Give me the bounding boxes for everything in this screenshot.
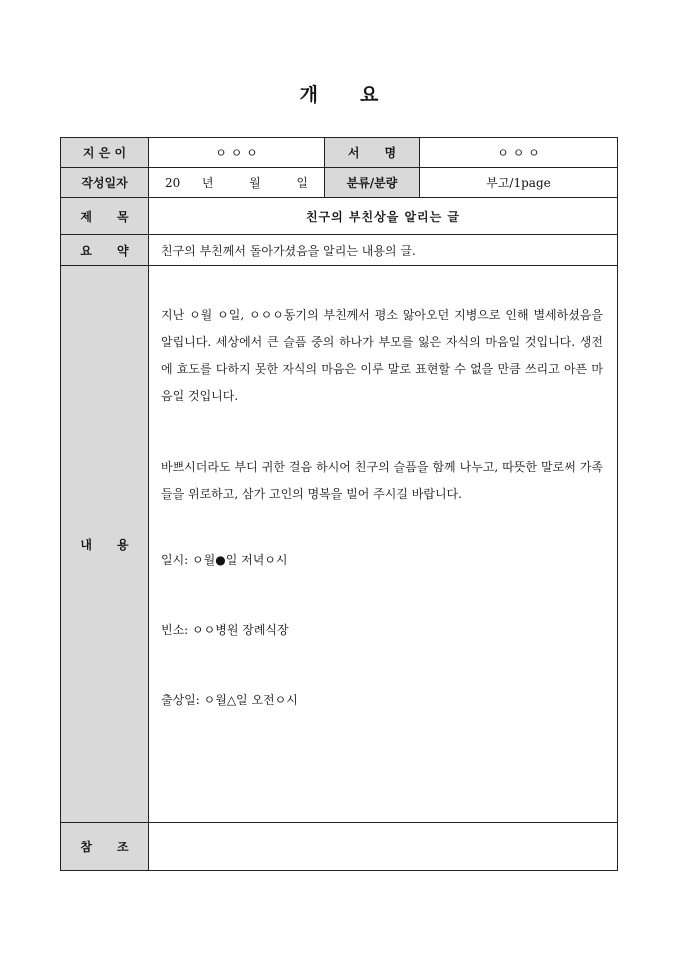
reference-label: 참 조 <box>61 823 149 871</box>
summary-label: 요 약 <box>61 235 149 266</box>
date-value <box>149 168 325 198</box>
summary-value: 친구의 부친께서 돌아가셨음을 알리는 내용의 글. <box>149 235 618 266</box>
date-row <box>61 168 618 198</box>
content-departure: 출상일: ㅇ월△일 오전ㅇ시 <box>161 693 298 707</box>
content-paragraph-1: 지난 ㅇ월 ㅇ일, ㅇㅇㅇ동기의 부친께서 평소 앓아오던 지병으로 인해 별세하셨음을 알립니다. 세상에서 큰 슬픔 중의 하나가 부모를 잃은 자식의 마음일 것입니다. 생전에 효도를 다하지 못한 자식의 마음은 이루 말로 표현할 수 없을 만큼 쓰리고 아픈 마음일 것입니다. <box>161 308 603 403</box>
content-body <box>149 266 618 823</box>
date-day-unit: 일 <box>296 176 309 190</box>
date-year-unit: 년 <box>201 176 214 190</box>
summary-row <box>61 235 618 266</box>
category-label: 분류/분량 <box>325 168 420 198</box>
title-part-2: 요 <box>360 84 381 106</box>
subject-value: 친구의 부친상을 알리는 글 <box>149 198 618 235</box>
date-label: 작성일자 <box>61 168 149 198</box>
reference-row <box>61 823 618 871</box>
author-label: 지 은 이 <box>61 138 149 168</box>
date-year: 20 <box>164 176 181 190</box>
content-paragraph-2: 바쁘시더라도 부디 귀한 걸음 하시어 친구의 슬픔을 함께 나누고, 따뜻한 말로써 가족들을 위로하고, 삼가 고인의 명복을 빌어 주시길 바랍니다. <box>161 460 603 501</box>
content-datetime: 일시: ㅇ월●일 저녁ㅇ시 <box>161 553 288 567</box>
signature-value: ㅇ ㅇ ㅇ <box>420 138 618 168</box>
content-row <box>61 266 618 823</box>
page-title <box>0 80 680 107</box>
author-row <box>61 138 618 168</box>
subject-row <box>61 198 618 235</box>
signature-label: 서 명 <box>325 138 420 168</box>
category-value: 부고/1page <box>420 168 618 198</box>
date-month-unit: 월 <box>249 176 261 190</box>
title-part-1: 개 <box>299 84 320 106</box>
content-venue: 빈소: ㅇㅇ병원 장례식장 <box>161 623 289 637</box>
content-label: 내 용 <box>61 266 149 823</box>
reference-value <box>149 823 618 871</box>
summary-form-table <box>60 137 618 871</box>
author-value: ㅇ ㅇ ㅇ <box>149 138 325 168</box>
subject-label: 제 목 <box>61 198 149 235</box>
